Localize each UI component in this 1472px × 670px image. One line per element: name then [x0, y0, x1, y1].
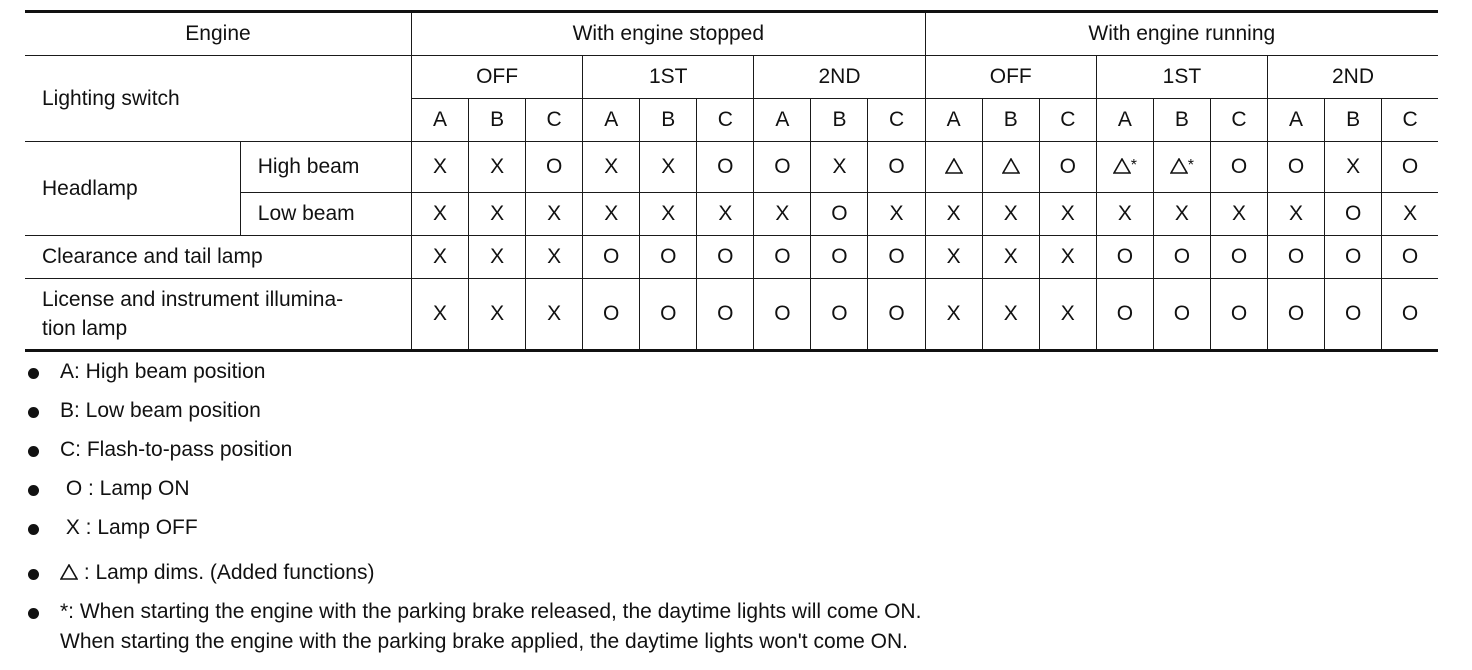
switch-position-header: A	[1268, 99, 1325, 142]
triangle-icon	[1170, 158, 1188, 174]
status-cell: O	[1268, 279, 1325, 351]
status-cell	[1096, 142, 1153, 193]
license-lamp-label	[25, 279, 411, 351]
status-cell: O	[754, 236, 811, 279]
note-item	[26, 474, 1446, 504]
status-cell: X	[1325, 142, 1382, 193]
low-beam-label: Low beam	[240, 193, 411, 236]
status-cell: X	[754, 193, 811, 236]
status-cell: X	[469, 193, 526, 236]
bullet-dot-icon	[28, 368, 39, 379]
switch-position-header: C	[1382, 99, 1438, 142]
status-cell: X	[1210, 193, 1267, 236]
position-header: 2ND	[1268, 56, 1438, 99]
status-cell: O	[1325, 193, 1382, 236]
status-cell: X	[640, 142, 697, 193]
note-text: A: High beam position	[60, 360, 266, 383]
note-text: C: Flash-to-pass position	[60, 438, 293, 461]
note-text: B: Low beam position	[60, 399, 261, 422]
status-cell: X	[1153, 193, 1210, 236]
switch-position-header: C	[868, 99, 925, 142]
bullet-dot-icon	[28, 407, 39, 418]
status-cell: X	[583, 142, 640, 193]
switch-position-header: A	[583, 99, 640, 142]
position-header: 1ST	[583, 56, 754, 99]
status-cell: O	[1153, 279, 1210, 351]
license-lamp-label-line1: License and instrument illumina-	[42, 288, 344, 311]
note-text: X : Lamp OFF	[60, 516, 198, 539]
status-cell: O	[1268, 142, 1325, 193]
headlamp-label: Headlamp	[25, 142, 240, 236]
status-cell: O	[640, 279, 697, 351]
status-cell: X	[526, 193, 583, 236]
status-cell: O	[1210, 236, 1267, 279]
status-cell: X	[982, 236, 1039, 279]
status-cell: O	[754, 142, 811, 193]
asterisk-mark: *	[1187, 157, 1195, 174]
switch-position-header: C	[697, 99, 754, 142]
note-item	[26, 357, 1446, 387]
status-cell: O	[583, 236, 640, 279]
lighting-operation-table	[25, 10, 1438, 352]
status-cell	[982, 142, 1039, 193]
status-cell: O	[1268, 236, 1325, 279]
switch-position-header: B	[1153, 99, 1210, 142]
status-cell: O	[1153, 236, 1210, 279]
switch-position-header: A	[1096, 99, 1153, 142]
status-cell: O	[1039, 142, 1096, 193]
switch-position-header: B	[982, 99, 1039, 142]
status-cell: X	[925, 279, 982, 351]
status-cell: X	[640, 193, 697, 236]
status-cell: X	[411, 193, 468, 236]
note-text-line2: When starting the engine with the parking brake applied, the daytime lights won't come ON.	[60, 630, 908, 653]
clearance-lamp-label: Clearance and tail lamp	[25, 236, 411, 279]
triangle-icon	[60, 564, 78, 580]
triangle-icon	[1002, 158, 1020, 174]
status-cell: X	[411, 142, 468, 193]
status-cell: X	[982, 193, 1039, 236]
switch-position-header: A	[754, 99, 811, 142]
status-cell: O	[697, 279, 754, 351]
position-header: 2ND	[754, 56, 925, 99]
note-text-line1: *: When starting the engine with the parking brake released, the daytime lights will come ON.	[60, 600, 922, 623]
status-cell: O	[583, 279, 640, 351]
note-item	[26, 396, 1446, 426]
status-cell: X	[697, 193, 754, 236]
engine-stopped-header: With engine stopped	[411, 12, 925, 56]
status-cell: X	[526, 236, 583, 279]
status-cell	[1153, 142, 1210, 193]
status-cell: O	[754, 279, 811, 351]
high-beam-label: High beam	[240, 142, 411, 193]
status-cell	[925, 142, 982, 193]
status-cell: O	[868, 142, 925, 193]
switch-position-header: A	[925, 99, 982, 142]
note-text: : Lamp dims. (Added functions)	[78, 561, 375, 584]
status-cell: O	[1325, 236, 1382, 279]
status-cell: X	[1096, 193, 1153, 236]
status-cell: X	[1039, 236, 1096, 279]
note-item	[26, 597, 1446, 657]
status-cell: O	[526, 142, 583, 193]
lighting-switch-label: Lighting switch	[25, 56, 411, 142]
bullet-dot-icon	[28, 524, 39, 535]
status-cell: X	[1382, 193, 1438, 236]
status-cell: O	[640, 236, 697, 279]
status-cell: O	[1382, 142, 1438, 193]
engine-running-header: With engine running	[925, 12, 1438, 56]
status-cell: O	[697, 236, 754, 279]
status-cell: O	[697, 142, 754, 193]
switch-position-header: B	[811, 99, 868, 142]
status-cell: X	[1039, 193, 1096, 236]
status-cell: X	[469, 279, 526, 351]
position-header: OFF	[411, 56, 582, 99]
status-cell: O	[1325, 279, 1382, 351]
switch-position-header: C	[1039, 99, 1096, 142]
status-cell: X	[868, 193, 925, 236]
status-cell: X	[1039, 279, 1096, 351]
triangle-icon	[1113, 158, 1131, 174]
note-text	[60, 600, 921, 653]
status-cell: O	[1096, 279, 1153, 351]
status-cell: O	[811, 279, 868, 351]
asterisk-mark: *	[1130, 157, 1137, 174]
status-cell: O	[1210, 279, 1267, 351]
status-cell: O	[868, 279, 925, 351]
status-cell: X	[925, 193, 982, 236]
status-cell: X	[469, 142, 526, 193]
triangle-icon	[945, 158, 963, 174]
status-cell: X	[1268, 193, 1325, 236]
note-item	[26, 558, 1446, 588]
bullet-dot-icon	[28, 446, 39, 457]
bullet-dot-icon	[28, 569, 39, 580]
bullet-dot-icon	[28, 485, 39, 496]
switch-position-header: C	[1210, 99, 1267, 142]
status-cell: O	[811, 193, 868, 236]
status-cell: O	[1096, 236, 1153, 279]
switch-position-header: B	[469, 99, 526, 142]
status-cell: X	[811, 142, 868, 193]
status-cell: X	[583, 193, 640, 236]
legend-notes	[26, 357, 1446, 657]
license-lamp-label-line2: tion lamp	[42, 317, 128, 340]
position-header: OFF	[925, 56, 1096, 99]
position-header: 1ST	[1096, 56, 1267, 99]
switch-position-header: B	[640, 99, 697, 142]
switch-position-header: A	[411, 99, 468, 142]
switch-position-header: C	[526, 99, 583, 142]
status-cell: X	[411, 236, 468, 279]
bullet-dot-icon	[28, 608, 39, 619]
status-cell: X	[526, 279, 583, 351]
note-text: O : Lamp ON	[60, 477, 190, 500]
status-cell: X	[411, 279, 468, 351]
engine-header: Engine	[25, 12, 411, 56]
status-cell: O	[1382, 236, 1438, 279]
status-cell: O	[1382, 279, 1438, 351]
status-cell: X	[925, 236, 982, 279]
note-item	[26, 513, 1446, 543]
note-item	[26, 435, 1446, 465]
status-cell: O	[811, 236, 868, 279]
status-cell: O	[1210, 142, 1267, 193]
status-cell: X	[469, 236, 526, 279]
switch-position-header: B	[1325, 99, 1382, 142]
status-cell: X	[982, 279, 1039, 351]
status-cell: O	[868, 236, 925, 279]
